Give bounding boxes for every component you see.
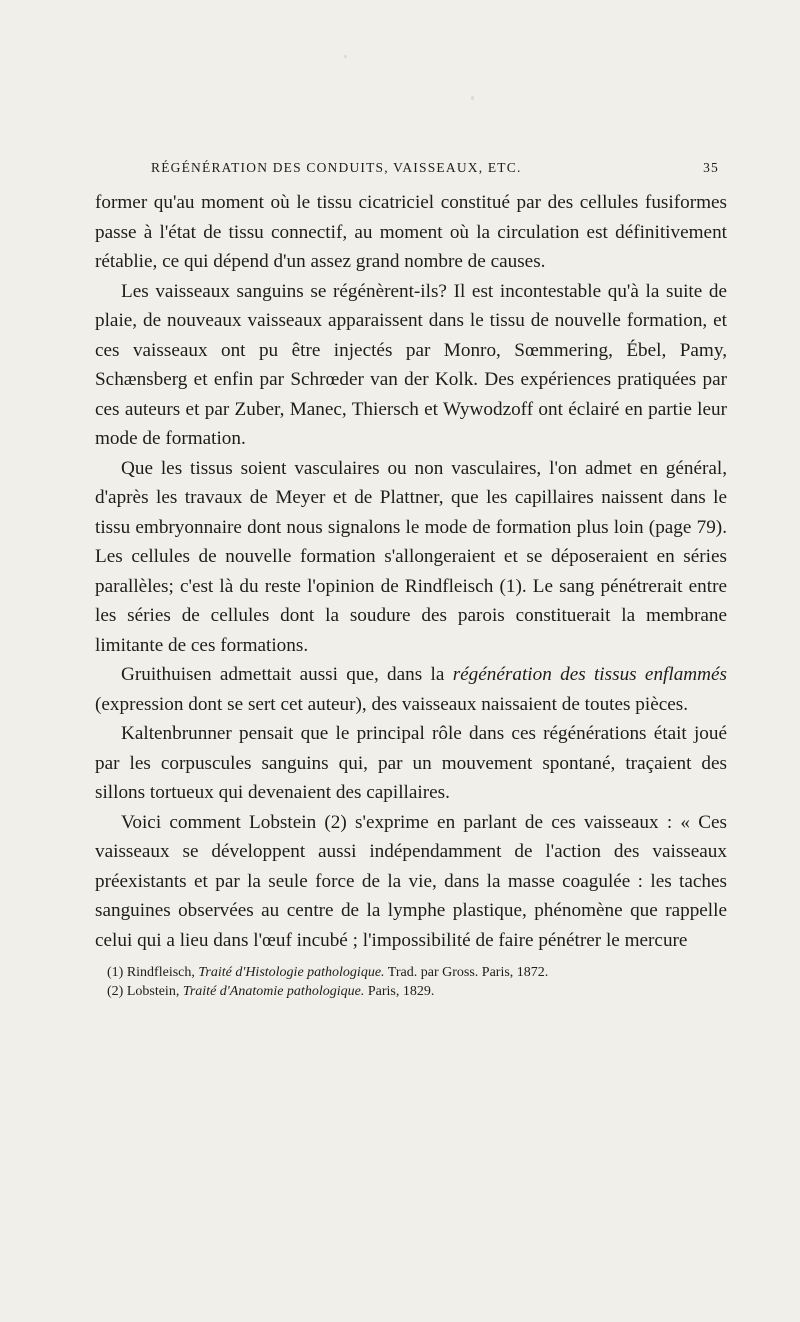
paragraph: Kaltenbrunner pensait que le principal rôle dans ces régénérations était joué par les corpuscules sanguins qui, par un mouvement spontané, traçaient des sillons tortueux qui devenaient des capillaires. (95, 723, 727, 803)
paragraph-text: (expression dont se sert cet auteur), des vaisseaux naissaient de toutes pièces. (95, 693, 689, 715)
body-text (95, 188, 727, 955)
italic-phrase: régénération des tissus enflammés (452, 664, 727, 685)
running-title: RÉGÉNÉRATION DES CONDUITS, VAISSEAUX, ETC. (151, 160, 522, 175)
paragraph: Que les tissus soient vasculaires ou non vasculaires, l'on admet en général, d'après les travaux de Meyer et de Plattner, que les capillaires naissent dans le tissu embryonnaire dont nous signalons le mode de formation plus loin (page 79). Les cellules de nouvelle formation s'allongeraient et se déposeraient en séries parallèles; c'est là du reste l'opinion de Rindfleisch (1). Le sang pénétrerait entre les séries de cellules dont la soudure des parois constituerait la membrane limitante de ces formations. (95, 457, 727, 656)
footnote-author: Lobstein, (126, 984, 180, 999)
paragraph (95, 660, 727, 719)
book-page (95, 156, 727, 1001)
footnote-marker: (2) (107, 984, 124, 999)
footnotes (95, 963, 727, 1001)
paper-speck (344, 55, 347, 58)
footnote (107, 982, 727, 1001)
running-head (95, 156, 727, 182)
footnote (107, 963, 727, 982)
page-number: 35 (703, 160, 719, 175)
footnote-details: Trad. par Gross. Paris, 1872. (387, 965, 549, 980)
footnote-author: Rindfleisch, (126, 965, 195, 980)
footnote-details: Paris, 1829. (367, 984, 435, 999)
paper-speck (471, 96, 474, 100)
footnote-title: Traité d'Histologie pathologique. (198, 965, 385, 980)
footnote-marker: (1) (107, 965, 124, 980)
paragraph: Voici comment Lobstein (2) s'exprime en parlant de ces vaisseaux : « Ces vaisseaux se développent aussi indépendamment de l'action des vaisseaux préexistants et par la seule force de la vie, dans la masse coagulée : les taches sanguines observées au centre de la lymphe plastique, phénomène que rappelle celui qui a lieu dans l'œuf incubé ; l'impossibilité de faire pénétrer le mercure (95, 811, 727, 951)
paragraph-text: Gruithuisen admettait aussi que, dans la (121, 664, 453, 685)
footnote-title: Traité d'Anatomie pathologique. (182, 984, 365, 999)
paragraph: former qu'au moment où le tissu cicatriciel constitué par des cellules fusiformes passe à l'état de tissu connectif, au moment où la circulation est définitivement rétablie, ce qui dépend d'un assez grand nombre de causes. (95, 192, 727, 272)
paragraph: Les vaisseaux sanguins se régénèrent-ils? Il est incontestable qu'à la suite de plaie, de nouveaux vaisseaux apparaissent dans le tissu de nouvelle formation, et ces vaisseaux ont pu être injectés par Monro, Sœmmering, Ébel, Pamy, Schænsberg et enfin par Schrœder van der Kolk. Des expériences pratiquées par ces auteurs et par Zuber, Manec, Thiersch et Wywodzoff ont éclairé en partie leur mode de formation. (95, 280, 727, 449)
